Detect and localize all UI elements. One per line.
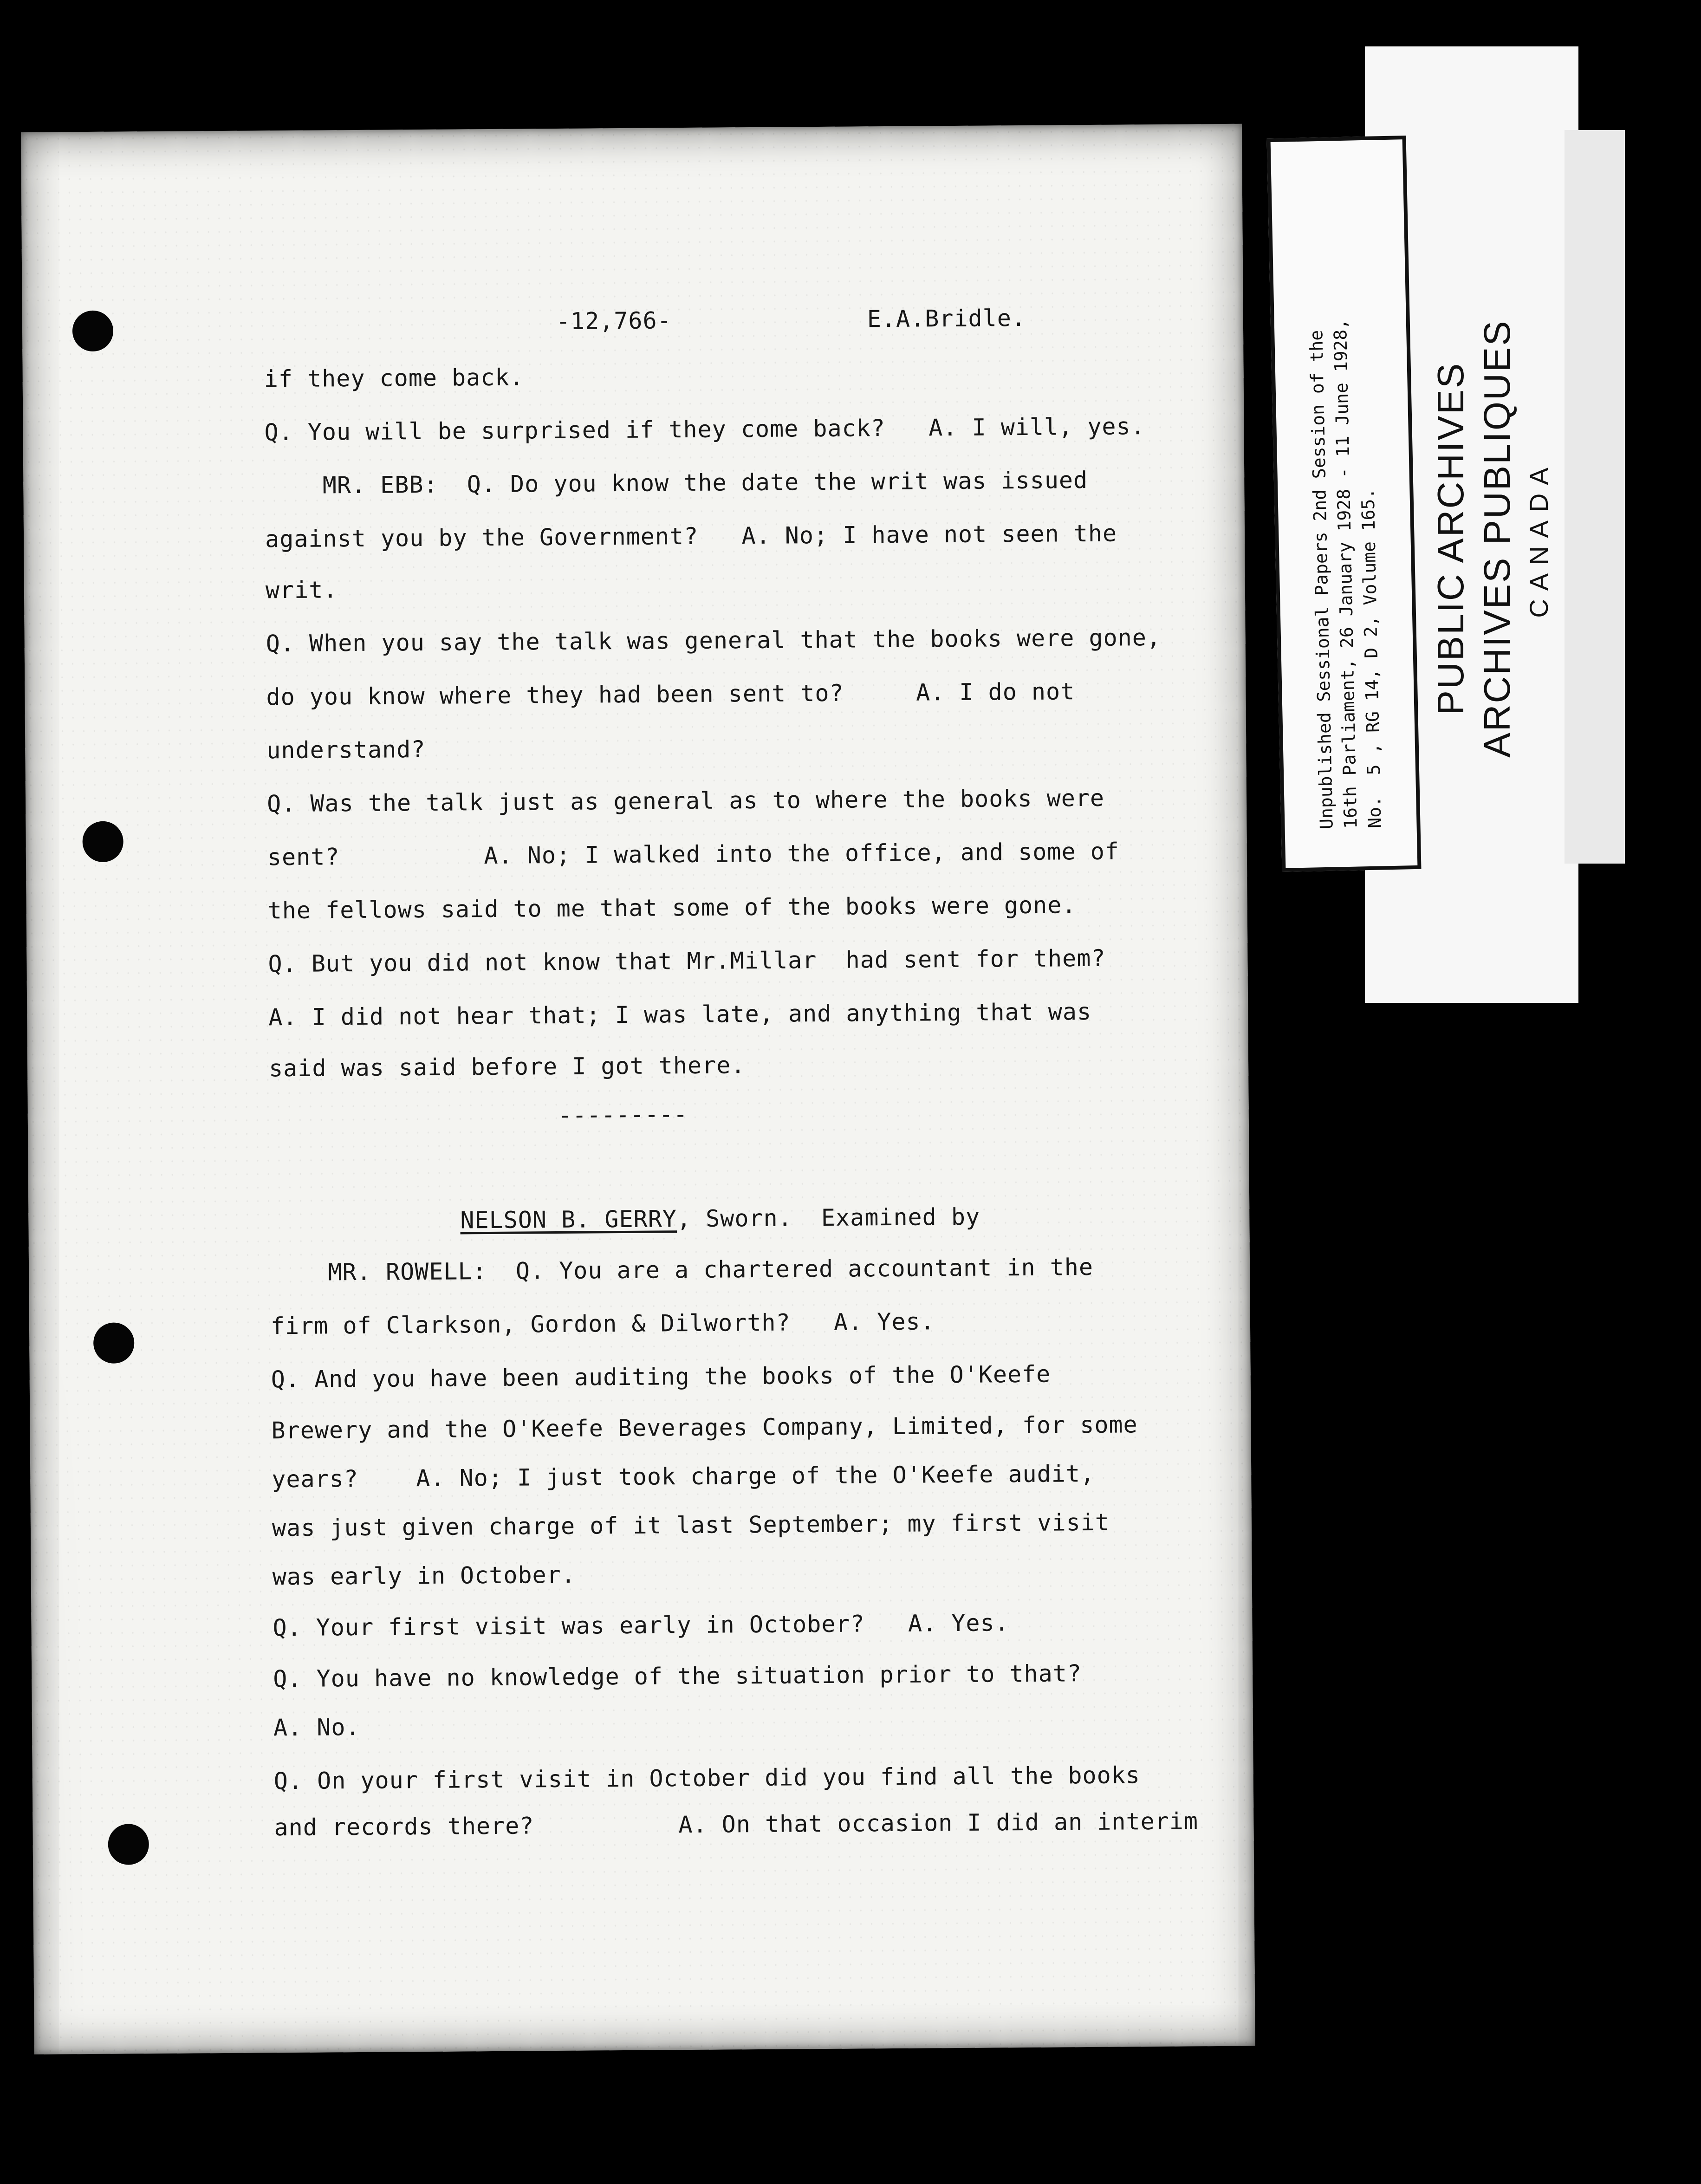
punch-hole: [93, 1322, 135, 1364]
text-line: years? A. No; I just took charge of the O'Keefe audit,: [272, 1460, 1095, 1493]
stamp-archives-publiques: ARCHIVES PUBLIQUES: [1476, 319, 1518, 758]
punch-hole: [72, 311, 114, 352]
text-line: writ.: [265, 576, 338, 604]
text-line: Q. On your first visit in October did you find all the books: [273, 1762, 1141, 1795]
witness-name: E.A.Bridle.: [867, 304, 1026, 333]
text-line: MR. ROWELL: Q. You are a chartered accountant in the: [270, 1253, 1094, 1287]
text-line: MR. EBB: Q. Do you know the date the writ was issued: [265, 466, 1088, 500]
text-line: was just given charge of it last September; my first visit: [272, 1508, 1110, 1542]
archive-label-line: Unpublished Sessional Papers 2nd Session of the: [1306, 330, 1337, 830]
text-line: Q. And you have been auditing the books of the O'Keefe: [271, 1360, 1051, 1393]
text-line: if they come back.: [264, 364, 524, 393]
witness-heading-name: NELSON B. GERRY: [460, 1205, 677, 1234]
archive-citation-label: [1266, 136, 1421, 872]
text-line: Brewery and the O'Keefe Beverages Company, Limited, for some: [271, 1411, 1138, 1444]
text-line: Q. Your first visit was early in October? A. Yes.: [273, 1609, 1009, 1642]
section-heading: [460, 1203, 980, 1235]
text-line: A. No.: [273, 1713, 360, 1742]
archive-label-line: No. 5 , RG 14, D 2, Volume 165.: [1357, 488, 1385, 829]
stamp-canada: CANADA: [1524, 459, 1553, 618]
document-page: [21, 124, 1255, 2054]
text-line: Q. You have no knowledge of the situation prior to that?: [273, 1660, 1082, 1693]
text-line: against you by the Government? A. No; I have not seen the: [265, 520, 1117, 553]
archive-label-line: 16th Parliament, 26 January 1928 - 11 June 1928,: [1330, 318, 1361, 829]
punch-hole: [108, 1824, 149, 1865]
archives-stamp: [1409, 260, 1576, 817]
section-divider: ---------: [269, 1101, 688, 1131]
text-line: Q. When you say the talk was general that the books were gone,: [266, 624, 1162, 657]
text-line: sent? A. No; I walked into the office, and some of: [267, 838, 1120, 871]
witness-heading-rest: , Sworn. Examined by: [676, 1203, 980, 1233]
text-line: said was said before I got there.: [268, 1052, 746, 1082]
text-line: do you know where they had been sent to? A. I do not: [266, 678, 1075, 711]
text-line: Q. But you did not know that Mr.Millar had sent for them?: [268, 944, 1106, 978]
stamp-public-archives: PUBLIC ARCHIVES: [1430, 362, 1471, 715]
text-line: the fellows said to me that some of the books were gone.: [267, 891, 1077, 924]
text-line: firm of Clarkson, Gordon & Dilworth? A. Yes.: [270, 1308, 935, 1340]
page-number: -12,766-: [556, 307, 672, 335]
text-line: Q. You will be surprised if they come back? A. I will, yes.: [264, 413, 1145, 446]
text-line: A. I did not hear that; I was late, and anything that was: [268, 998, 1092, 1031]
text-line: understand?: [266, 735, 426, 764]
text-line: Q. Was the talk just as general as to where the books were: [266, 784, 1105, 818]
text-line: and records there? A. On that occasion I did an interim: [274, 1807, 1199, 1841]
text-line: was early in October.: [272, 1561, 576, 1591]
punch-hole: [82, 821, 123, 862]
